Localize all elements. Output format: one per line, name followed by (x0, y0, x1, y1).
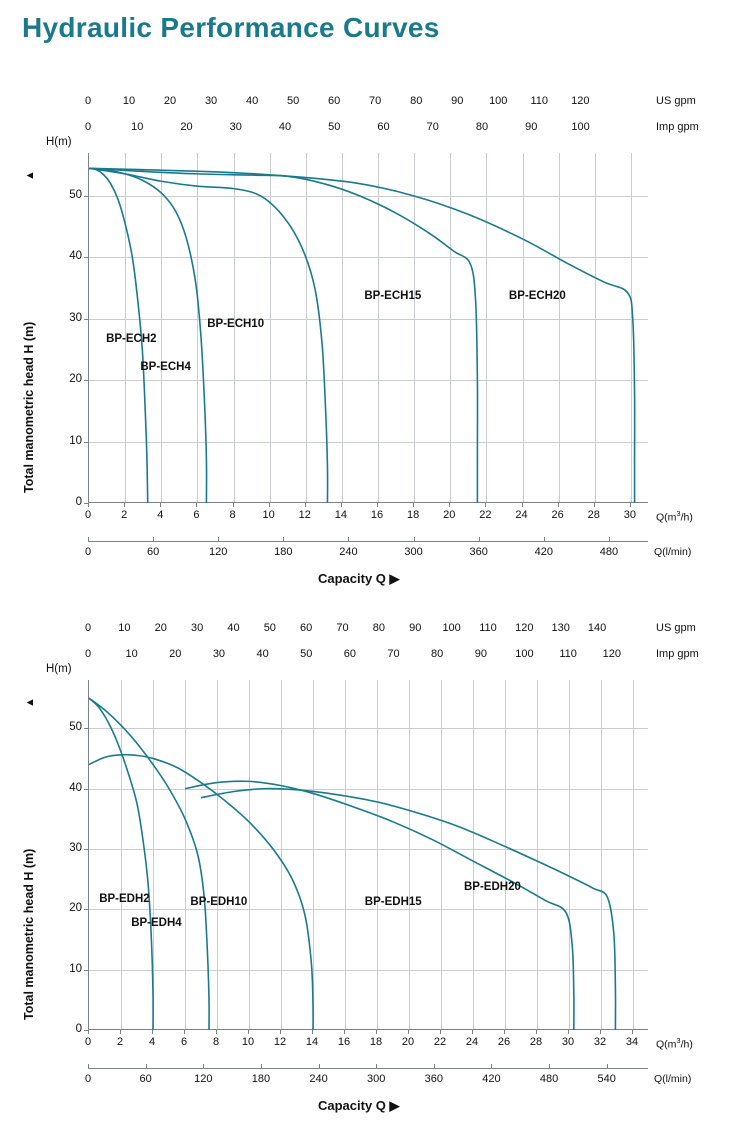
tick-label-lmin: 420 (534, 546, 553, 558)
axis-line-lmin (88, 541, 648, 542)
tick-label-us-gpm: 130 (551, 622, 570, 634)
tick-label-lmin: 360 (424, 1073, 443, 1085)
tickmark-x (280, 1030, 281, 1034)
tickmark-lmin (88, 537, 89, 541)
tickmark-y (84, 849, 88, 850)
tick-label-imp-gpm: 50 (328, 121, 341, 133)
tick-label-m3h: 28 (529, 1036, 543, 1048)
axis-unit-m3h: $Q(m^3/h)$ (656, 1036, 693, 1051)
tickmark-x (184, 1030, 185, 1034)
tickmark-x (216, 1030, 217, 1034)
tickmark-y (84, 970, 88, 971)
tickmark-x (248, 1030, 249, 1034)
tickmark-y (84, 442, 88, 443)
tick-label-us-gpm: 120 (571, 95, 590, 107)
series-label-bp-ech4: BP-ECH4 (140, 360, 191, 373)
tick-label-lmin: 300 (404, 546, 423, 558)
tick-label-us-gpm: 0 (84, 95, 92, 107)
tickmark-x (536, 1030, 537, 1034)
axis-unit-us-gpm: US gpm (656, 95, 696, 107)
tick-label-m3h: 8 (212, 1036, 220, 1048)
series-label-bp-edh4: BP-EDH4 (131, 917, 182, 930)
tick-label-head: 30 (69, 311, 82, 324)
h-unit-label: H(m) (46, 136, 72, 148)
tick-label-lmin: 120 (194, 1073, 213, 1085)
axis-line-lmin (88, 1068, 648, 1069)
tick-label-imp-gpm: 50 (300, 648, 313, 660)
tickmark-x (594, 503, 595, 507)
tick-label-head: 0 (75, 496, 82, 508)
h-unit-label: H(m) (46, 663, 72, 675)
tick-label-imp-gpm: 100 (515, 648, 534, 660)
tick-label-us-gpm: 70 (369, 95, 382, 107)
series-label-bp-edh15: BP-EDH15 (364, 896, 422, 909)
tick-label-us-gpm: 140 (587, 622, 607, 634)
series-label-bp-edh2: BP-EDH2 (99, 893, 150, 906)
tick-label-imp-gpm: 100 (571, 121, 590, 133)
tick-label-m3h: 22 (433, 1036, 447, 1048)
tickmark-x (344, 1030, 345, 1034)
chart-bp-edh (0, 612, 750, 1132)
tick-label-us-gpm: 80 (372, 622, 386, 634)
tickmark-x (120, 1030, 121, 1034)
tickmark-x (504, 1030, 505, 1034)
tick-label-lmin: 0 (84, 546, 92, 558)
plot-area (88, 153, 648, 503)
x-axis-title: Capacity Q ▶ (318, 1098, 400, 1113)
tick-label-m3h: 32 (593, 1036, 607, 1048)
tickmark-y (84, 257, 88, 258)
tick-label-m3h: 6 (193, 509, 200, 521)
tick-label-imp-gpm: 30 (212, 648, 226, 660)
tick-label-us-gpm: 100 (489, 95, 508, 107)
tickmark-x (485, 503, 486, 507)
tick-label-imp-gpm: 70 (387, 648, 400, 660)
tick-label-m3h: 18 (407, 509, 420, 521)
series-label-bp-ech20: BP-ECH20 (508, 290, 566, 303)
tick-label-lmin: 240 (309, 1073, 328, 1085)
tick-label-m3h: 2 (116, 1036, 124, 1048)
tick-label-m3h: 20 (443, 509, 456, 521)
tick-label-us-gpm: 110 (530, 95, 549, 107)
tick-label-us-gpm: 30 (190, 622, 204, 634)
tickmark-x (196, 503, 197, 507)
tickmark-lmin (153, 537, 154, 541)
tick-label-imp-gpm: 120 (602, 648, 621, 660)
tick-label-m3h: 26 (551, 509, 564, 521)
tick-label-us-gpm: 50 (263, 622, 276, 634)
tick-label-imp-gpm: 20 (169, 648, 182, 660)
tickmark-x (88, 503, 89, 507)
tick-label-m3h: 30 (561, 1036, 575, 1048)
tick-label-m3h: 4 (157, 509, 164, 521)
tick-label-imp-gpm: 80 (431, 648, 444, 660)
tickmark-lmin (549, 1064, 550, 1068)
tickmark-x (124, 503, 125, 507)
series-label-bp-ech10: BP-ECH10 (207, 317, 265, 330)
axis-unit-m3h: $Q(m^3/h)$ (656, 509, 693, 524)
y-axis-title: Total manometric head H (m) (22, 848, 36, 1020)
tick-label-us-gpm: 120 (515, 622, 534, 634)
tick-label-us-gpm: 60 (300, 622, 313, 634)
tick-label-m3h: 10 (241, 1036, 255, 1048)
tick-label-m3h: 10 (262, 509, 275, 521)
tick-label-us-gpm: 20 (163, 95, 177, 107)
tickmark-x (600, 1030, 601, 1034)
tick-label-imp-gpm: 70 (426, 121, 439, 133)
tick-label-m3h: 16 (337, 1036, 351, 1048)
tick-label-us-gpm: 0 (84, 622, 92, 634)
tick-label-m3h: 34 (625, 1036, 639, 1048)
tick-label-head: 30 (69, 841, 82, 854)
tickmark-x (377, 503, 378, 507)
tick-label-head: 40 (69, 781, 82, 794)
tick-label-imp-gpm: 90 (525, 121, 538, 133)
tickmark-lmin (376, 1064, 377, 1068)
tick-label-m3h: 6 (180, 1036, 188, 1048)
tickmark-y (84, 196, 88, 197)
tickmark-x (376, 1030, 377, 1034)
tick-label-imp-gpm: 40 (256, 648, 269, 660)
tick-label-imp-gpm: 0 (84, 648, 92, 660)
tickmark-lmin (88, 1064, 89, 1068)
tick-label-lmin: 120 (209, 546, 228, 558)
tick-label-us-gpm: 100 (442, 622, 461, 634)
tick-label-imp-gpm: 10 (125, 648, 138, 660)
tick-label-m3h: 0 (84, 509, 92, 521)
tick-label-m3h: 22 (479, 509, 492, 521)
tickmark-lmin (414, 537, 415, 541)
tickmark-lmin (348, 537, 349, 541)
tick-label-m3h: 14 (305, 1036, 319, 1048)
tick-label-lmin: 60 (146, 546, 160, 558)
tickmark-x (233, 503, 234, 507)
tick-label-m3h: 20 (401, 1036, 415, 1048)
tick-label-m3h: 18 (369, 1036, 383, 1048)
axis-unit-imp-gpm: Imp gpm (656, 121, 699, 133)
tick-label-head: 40 (69, 250, 82, 263)
curve-bp-edh2 (89, 698, 153, 1030)
tick-label-us-gpm: 90 (409, 622, 422, 634)
tickmark-y (84, 909, 88, 910)
tick-label-imp-gpm: 30 (229, 121, 242, 133)
curves-layer (89, 680, 649, 1030)
tick-label-lmin: 180 (251, 1073, 271, 1085)
tickmark-x (305, 503, 306, 507)
tick-label-us-gpm: 10 (118, 622, 131, 634)
tickmark-lmin (434, 1064, 435, 1068)
tickmark-y (84, 319, 88, 320)
series-label-bp-ech2: BP-ECH2 (106, 333, 157, 346)
tick-label-head: 10 (69, 962, 82, 975)
tick-label-m3h: 28 (587, 509, 600, 521)
tickmark-lmin (283, 537, 284, 541)
tick-label-lmin: 0 (84, 1073, 92, 1085)
axis-unit-us-gpm: US gpm (656, 622, 696, 634)
tick-label-m3h: 2 (121, 509, 128, 521)
axis-unit-imp-gpm: Imp gpm (656, 648, 699, 660)
tickmark-lmin (479, 537, 480, 541)
curve-bp-ech20 (89, 168, 635, 503)
y-axis-title: Total manometric head H (m) (22, 321, 36, 493)
tick-label-m3h: 12 (273, 1036, 287, 1048)
tick-label-m3h: 4 (148, 1036, 156, 1048)
tickmark-lmin (491, 1064, 492, 1068)
tick-label-us-gpm: 70 (336, 622, 349, 634)
tick-label-lmin: 480 (599, 546, 619, 558)
tick-label-imp-gpm: 60 (343, 648, 356, 660)
tick-label-imp-gpm: 20 (180, 121, 193, 133)
tick-label-m3h: 0 (84, 1036, 92, 1048)
tickmark-x (88, 1030, 89, 1034)
tick-label-lmin: 180 (274, 546, 293, 558)
series-label-bp-ech15: BP-ECH15 (364, 290, 422, 303)
tickmark-y (84, 380, 88, 381)
tick-label-m3h: 14 (334, 509, 348, 521)
tick-label-head: 50 (69, 188, 82, 201)
tickmark-y (84, 728, 88, 729)
tickmark-lmin (261, 1064, 262, 1068)
tick-label-head: 50 (69, 721, 82, 734)
series-label-bp-edh20: BP-EDH20 (464, 881, 521, 894)
tickmark-x (558, 503, 559, 507)
axis-unit-lmin: Q(l/min) (654, 546, 692, 558)
plot-area (88, 680, 648, 1030)
tickmark-x (440, 1030, 441, 1034)
tickmark-x (152, 1030, 153, 1034)
tick-label-us-gpm: 50 (287, 95, 300, 107)
tick-label-us-gpm: 110 (479, 622, 497, 634)
tickmark-x (408, 1030, 409, 1034)
tick-label-us-gpm: 30 (204, 95, 218, 107)
tick-label-us-gpm: 60 (328, 95, 341, 107)
series-label-bp-edh10: BP-EDH10 (190, 896, 248, 909)
tickmark-y (84, 789, 88, 790)
tick-label-lmin: 420 (482, 1073, 501, 1085)
chart-bp-ech (0, 85, 750, 605)
tickmark-lmin (146, 1064, 147, 1068)
curve-bp-edh20 (201, 789, 616, 1030)
tickmark-x (522, 503, 523, 507)
tickmark-lmin (544, 537, 545, 541)
tick-label-lmin: 300 (366, 1073, 386, 1085)
tick-label-head: 10 (69, 434, 82, 447)
tick-label-m3h: 24 (515, 509, 528, 521)
tick-label-us-gpm: 90 (451, 95, 464, 107)
tick-label-head: 20 (69, 373, 82, 386)
tick-label-m3h: 16 (370, 509, 384, 521)
tick-label-imp-gpm: 40 (278, 121, 292, 133)
tick-label-m3h: 30 (623, 509, 637, 521)
tickmark-x (413, 503, 414, 507)
tickmark-x (449, 503, 450, 507)
tick-label-imp-gpm: 90 (474, 648, 487, 660)
tickmark-lmin (203, 1064, 204, 1068)
tick-label-us-gpm: 10 (122, 95, 136, 107)
y-axis-arrow-icon: ▲ (24, 170, 36, 181)
tick-label-imp-gpm: 60 (377, 121, 390, 133)
tick-label-lmin: 480 (539, 1073, 559, 1085)
tickmark-lmin (607, 1064, 608, 1068)
curve-bp-edh4 (89, 698, 209, 1030)
tick-label-head: 20 (69, 902, 82, 915)
tickmark-lmin (319, 1064, 320, 1068)
tickmark-x (568, 1030, 569, 1034)
tick-label-head: 0 (75, 1023, 82, 1035)
page-title: Hydraulic Performance Curves (22, 12, 440, 43)
tickmark-x (341, 503, 342, 507)
tickmark-lmin (609, 537, 610, 541)
tick-label-imp-gpm: 0 (84, 121, 92, 133)
tick-label-m3h: 24 (465, 1036, 479, 1048)
tick-label-us-gpm: 20 (154, 622, 167, 634)
tick-label-m3h: 26 (497, 1036, 511, 1048)
y-axis-arrow-icon: ▲ (24, 697, 36, 708)
tick-label-imp-gpm: 10 (131, 121, 144, 133)
tickmark-x (632, 1030, 633, 1034)
tick-label-m3h: 12 (298, 509, 311, 521)
tick-label-us-gpm: 40 (227, 622, 240, 634)
x-axis-title: Capacity Q ▶ (318, 571, 400, 586)
tick-label-m3h: 8 (229, 509, 236, 521)
axis-unit-lmin: Q(l/min) (654, 1073, 692, 1085)
tickmark-x (312, 1030, 313, 1034)
tick-label-us-gpm: 80 (410, 95, 423, 107)
tickmark-x (472, 1030, 473, 1034)
tick-label-lmin: 240 (339, 546, 358, 558)
tick-label-us-gpm: 40 (245, 95, 259, 107)
tick-label-imp-gpm: 110 (559, 648, 577, 660)
tick-label-lmin: 360 (469, 546, 488, 558)
tickmark-x (269, 503, 270, 507)
tickmark-x (160, 503, 161, 507)
tick-label-imp-gpm: 80 (475, 121, 489, 133)
tickmark-x (630, 503, 631, 507)
tick-label-lmin: 60 (139, 1073, 152, 1085)
curves-layer (89, 153, 649, 503)
tick-label-lmin: 540 (597, 1073, 616, 1085)
tickmark-lmin (218, 537, 219, 541)
